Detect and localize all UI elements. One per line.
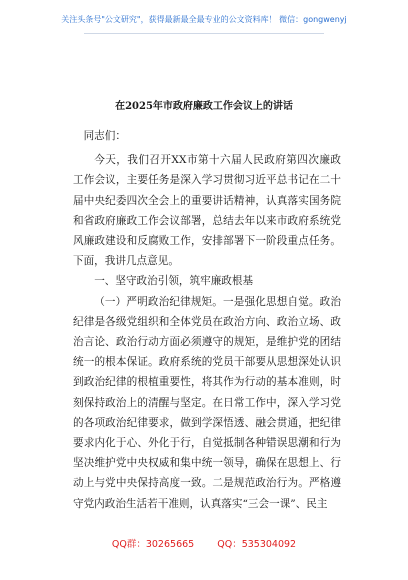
footer-qq-number: QQ：535304092	[217, 539, 297, 550]
paragraph-intro: 今天，我们召开XX市第十六届人民政府第四次廉政工作会议，主要任务是深入学习贯彻习近平总书记在二十届中央纪委四次全会上的重要讲话精神，认真落实国务院和省政府廉政工作会议部署，总结去年以来市政府系统党风廉政建设和反腐败工作，安排部署下一阶段重点任务。下面，我讲几点意见。	[73, 154, 341, 268]
footer-qq-group: QQ群：30265665	[111, 539, 195, 550]
paragraph-1-1: （一）严明政治纪律规矩。一是强化思想自觉。政治纪律是各级党组织和全体党员在政治方向、政治立场、政治言论、政治行动方面必须遵守的规矩，是维护党的团结统一的根本保证。政府系统的党员干部要从思想深处认识到政治纪律的根植重要性，将其作为行动的基本准则，时刻保持政治上的清醒与坚定。在日常工作中，深入学习党的各项政治纪律要求，做到学深悟透、融会贯通，把纪律要求内化于心、外化于行，自觉抵制各种错误思潮和行为坚决维护党中央权威和集中统一领导，确保在思想上、行动上与党中央保持高度一致。二是规范政治行为。严格遵守党内政治生活若干准则，认真落实“三会一课”、民主	[73, 295, 341, 510]
salutation: 同志们：	[83, 130, 126, 142]
header-divider	[84, 33, 324, 34]
document-title: 在2025年市政府廉政工作会议上的讲话	[115, 101, 293, 112]
document-body	[73, 120, 341, 514]
footer-contact	[0, 536, 408, 550]
header-banner: 关注头条号"公文研究"，获得最新最全最专业的公文资料库！ 微信：gongwenyj	[61, 15, 347, 24]
section-heading-1: 一、坚守政治引领，筑牢廉政根基	[94, 275, 254, 288]
